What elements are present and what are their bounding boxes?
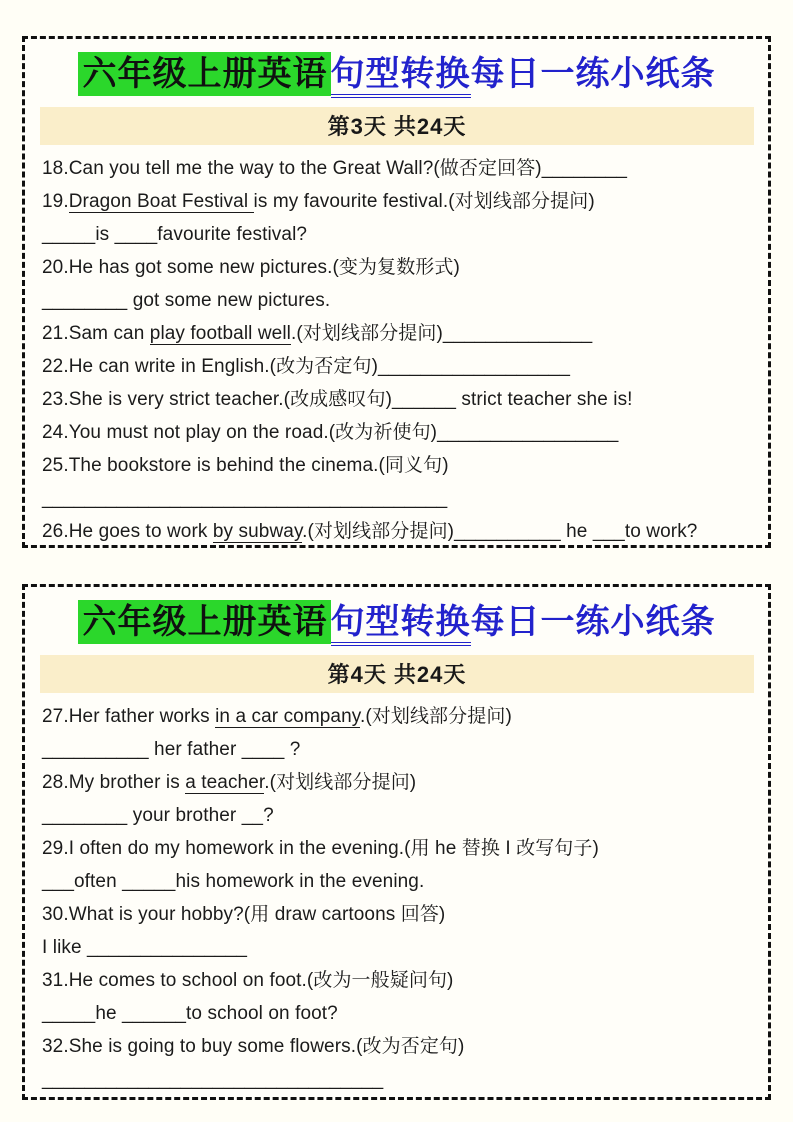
exercise-line-29 bbox=[42, 832, 754, 865]
exercise-text: 26.He goes to work bbox=[42, 520, 213, 542]
answer-line-29 bbox=[42, 865, 754, 898]
worksheet-title bbox=[25, 600, 768, 646]
exercise-text: is my favourite festival.(对划线部分提问) bbox=[253, 190, 595, 212]
blank-line: ________________________________ bbox=[42, 1068, 384, 1090]
exercise-text: 27.Her father works bbox=[42, 705, 216, 727]
exercise-list bbox=[42, 152, 754, 548]
exercise-text: .(对划线部分提问) bbox=[359, 705, 512, 727]
exercise-line-28 bbox=[42, 766, 754, 799]
exercise-line-21 bbox=[42, 317, 754, 350]
exercise-line-25 bbox=[42, 449, 754, 482]
answer-line-31 bbox=[42, 997, 754, 1030]
blank-line: ___often _____his homework in the evening. bbox=[42, 870, 425, 892]
underlined-phrase: a teacher bbox=[185, 771, 265, 793]
exercise-text: 19. bbox=[42, 190, 69, 212]
title-underlined-part: 句型转换 bbox=[331, 55, 471, 98]
answer-line-25 bbox=[42, 482, 754, 515]
answer-line-27 bbox=[42, 733, 754, 766]
exercise-text: 30.What is your hobby?(用 draw cartoons 回答) bbox=[42, 903, 446, 925]
exercise-line-32 bbox=[42, 1030, 754, 1063]
blank-line: ________ got some new pictures. bbox=[42, 289, 331, 311]
exercise-line-31 bbox=[42, 964, 754, 997]
exercise-list bbox=[42, 700, 754, 1096]
exercise-text: 28.My brother is bbox=[42, 771, 186, 793]
exercise-text: 31.He comes to school on foot.(改为一般疑问句) bbox=[42, 969, 454, 991]
title-rest: 每日一练小纸条 bbox=[470, 55, 716, 93]
exercise-text: 23.She is very strict teacher.(改成感叹句)______ strict teacher she is! bbox=[42, 388, 633, 410]
blank-line: ________ your brother __? bbox=[42, 804, 274, 826]
exercise-line-19 bbox=[42, 185, 754, 218]
exercise-text: 32.She is going to buy some flowers.(改为否定句) bbox=[42, 1035, 465, 1057]
underlined-phrase: play football well bbox=[149, 322, 291, 344]
blank-line: _____he ______to school on foot? bbox=[42, 1002, 338, 1024]
exercise-text: 18.Can you tell me the way to the Great Wall?(做否定回答)________ bbox=[42, 157, 628, 179]
worksheet-card-day4 bbox=[22, 584, 771, 1100]
exercise-text: 21.Sam can bbox=[42, 322, 150, 344]
blank-line: ______________________________________ bbox=[42, 487, 448, 509]
exercise-line-23 bbox=[42, 383, 754, 416]
exercise-text: .(对划线部分提问)__________ he ___to work? bbox=[302, 520, 698, 542]
answer-line-19 bbox=[42, 218, 754, 251]
day-banner: 第3天 共24天 bbox=[40, 107, 754, 145]
answer-line-28 bbox=[42, 799, 754, 832]
answer-line-32 bbox=[42, 1063, 754, 1096]
title-rest: 每日一练小纸条 bbox=[470, 603, 716, 641]
title-highlight: 六年级上册英语 bbox=[78, 600, 331, 644]
title-underlined-part: 句型转换 bbox=[331, 603, 471, 646]
blank-line: __________ her father ____ ? bbox=[42, 738, 301, 760]
exercise-line-26 bbox=[42, 515, 754, 548]
exercise-text: 22.He can write in English.(改为否定句)__________________ bbox=[42, 355, 571, 377]
worksheet-title bbox=[25, 52, 768, 98]
exercise-text: 29.I often do my homework in the evening.(用 he 替换 I 改写句子) bbox=[42, 837, 599, 859]
exercise-text: .(对划线部分提问)______________ bbox=[291, 322, 593, 344]
exercise-text: .(对划线部分提问) bbox=[264, 771, 417, 793]
title-highlight: 六年级上册英语 bbox=[78, 52, 331, 96]
worksheet-card-day3 bbox=[22, 36, 771, 548]
exercise-line-24 bbox=[42, 416, 754, 449]
day-banner: 第4天 共24天 bbox=[40, 655, 754, 693]
exercise-line-20 bbox=[42, 251, 754, 284]
exercise-line-27 bbox=[42, 700, 754, 733]
answer-line-20 bbox=[42, 284, 754, 317]
blank-line: _____is ____favourite festival? bbox=[42, 223, 308, 245]
underlined-phrase: Dragon Boat Festival bbox=[68, 190, 254, 212]
underlined-phrase: by subway bbox=[212, 520, 303, 542]
exercise-line-22 bbox=[42, 350, 754, 383]
exercise-line-18 bbox=[42, 152, 754, 185]
exercise-line-30 bbox=[42, 898, 754, 931]
exercise-text: 24.You must not play on the road.(改为祈使句)_________________ bbox=[42, 421, 619, 443]
exercise-text: 20.He has got some new pictures.(变为复数形式) bbox=[42, 256, 460, 278]
blank-line: I like _______________ bbox=[42, 936, 248, 958]
underlined-phrase: in a car company bbox=[215, 705, 360, 727]
answer-line-30 bbox=[42, 931, 754, 964]
exercise-text: 25.The bookstore is behind the cinema.(同义句) bbox=[42, 454, 449, 476]
